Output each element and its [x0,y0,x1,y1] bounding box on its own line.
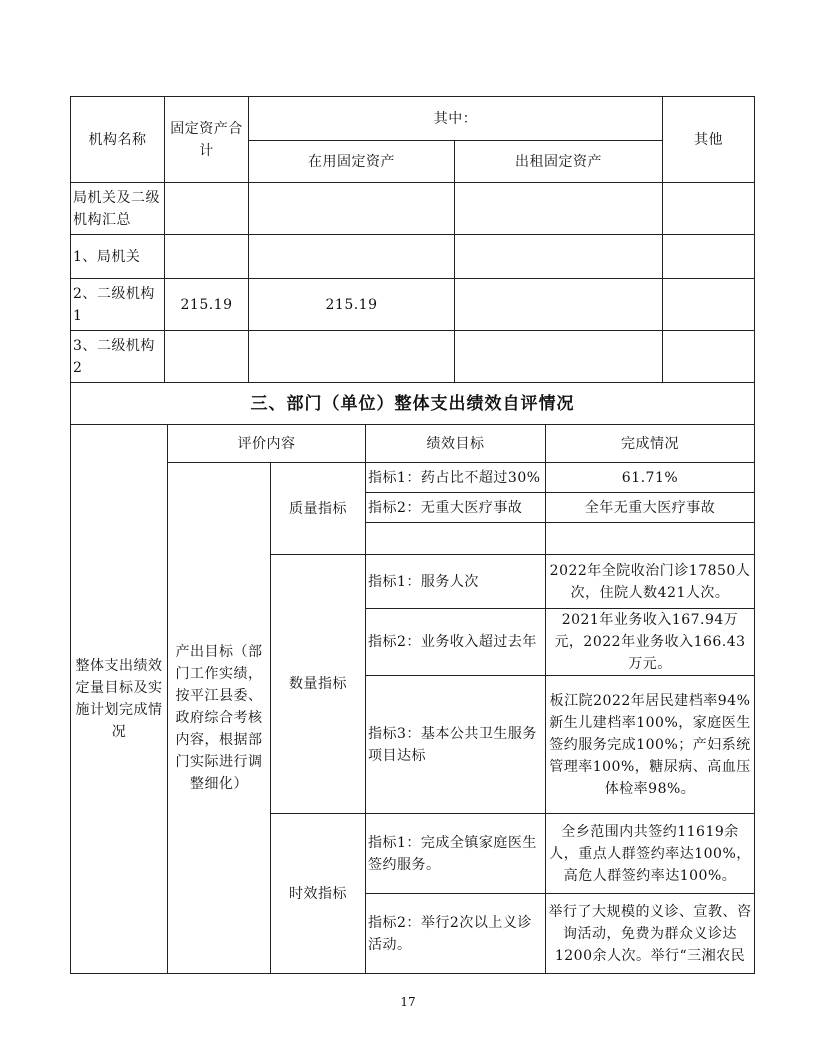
header-target: 绩效目标 [366,425,546,463]
section-title: 三、部门（单位）整体支出绩效自评情况 [71,383,755,425]
result-cell: 全乡范围内共签约11619余人，重点人群签约率达100%，高危人群签约率达100%。 [546,814,755,894]
other-cell [663,331,755,383]
other-cell [663,279,755,331]
other-cell [663,235,755,279]
result-cell [546,523,755,555]
rented-cell [455,279,663,331]
header-eval-content: 评价内容 [168,425,366,463]
total-cell [165,183,249,235]
target-cell: 指标1：服务人次 [366,555,546,609]
timeliness-indicator-cell: 时效指标 [271,814,366,974]
target-cell: 指标1：完成全镇家庭医生签约服务。 [366,814,546,894]
target-cell: 指标2：举行2次以上义诊活动。 [366,894,546,974]
header-completion: 完成情况 [546,425,755,463]
table-row [71,235,755,279]
result-cell: 板江院2022年居民建档率94%新生儿建档率100%，家庭医生签约服务完成100%；产妇系统管理率100%，糖尿病、高血压体检率98%。 [546,676,755,814]
in-use-cell: 215.19 [249,279,455,331]
table-row [71,331,755,383]
table-row [71,463,755,493]
result-cell: 2022年全院收治门诊17850人次，住院人数421人次。 [546,555,755,609]
target-cell: 指标1：药占比不超过30% [366,463,546,493]
output-target-cell: 产出目标（部门工作实绩，按平江县委、政府综合考核内容，根据部门实际进行调整细化） [168,463,271,974]
in-use-cell [249,183,455,235]
performance-table [70,424,755,974]
org-name-cell: 1、局机关 [71,235,165,279]
target-cell: 指标2：业务收入超过去年 [366,609,546,676]
header-in-use: 在用固定资产 [249,141,455,183]
total-cell [165,331,249,383]
header-org-name: 机构名称 [71,97,165,183]
org-name-cell: 2、二级机构1 [71,279,165,331]
rented-cell [455,331,663,383]
target-cell: 指标3：基本公共卫生服务项目达标 [366,676,546,814]
result-cell: 61.71% [546,463,755,493]
org-name-cell: 3、二级机构2 [71,331,165,383]
row-header-cell: 整体支出绩效定量目标及实施计划完成情况 [71,425,168,974]
other-cell [663,183,755,235]
result-cell: 全年无重大医疗事故 [546,493,755,523]
header-of-which: 其中： [249,97,663,141]
in-use-cell [249,235,455,279]
header-rented-out: 出租固定资产 [455,141,663,183]
rented-cell [455,235,663,279]
table-row [71,183,755,235]
rented-cell [455,183,663,235]
quality-indicator-cell: 质量指标 [271,463,366,555]
quantity-indicator-cell: 数量指标 [271,555,366,814]
target-cell: 指标2：无重大医疗事故 [366,493,546,523]
table-row [71,279,755,331]
org-name-cell: 局机关及二级机构汇总 [71,183,165,235]
result-cell: 2021年业务收入167.94万元，2022年业务收入166.43万元。 [546,609,755,676]
total-cell: 215.19 [165,279,249,331]
page-number: 17 [400,995,416,1009]
fixed-asset-table [70,96,755,425]
header-fixed-asset-total: 固定资产合计 [165,97,249,183]
target-cell [366,523,546,555]
total-cell [165,235,249,279]
in-use-cell [249,331,455,383]
result-cell: 举行了大规模的义诊、宣教、咨询活动，免费为群众义诊达1200余人次。举行“三湘农民 [546,894,755,974]
header-other: 其他 [663,97,755,183]
